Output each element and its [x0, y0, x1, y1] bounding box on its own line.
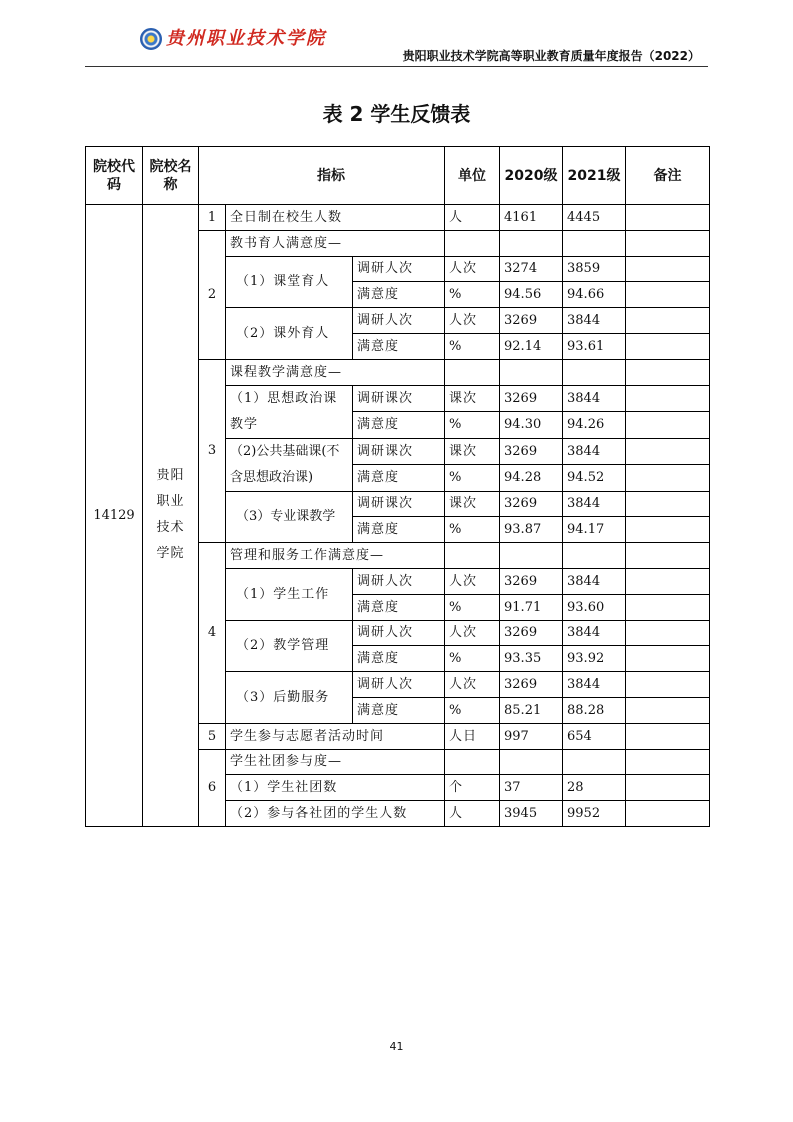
sub-indicator-label: （1）学生社团数	[226, 775, 445, 801]
value-2020: 92.14	[500, 333, 563, 359]
unit-cell: %	[445, 333, 500, 359]
unit-cell: 课次	[445, 438, 500, 465]
remark-cell	[626, 412, 710, 439]
remark-cell	[626, 438, 710, 465]
unit-cell: %	[445, 282, 500, 308]
remark-cell	[626, 697, 710, 723]
table-header-row	[86, 147, 710, 205]
sub-indicator-label: （2）参与各社团的学生人数	[226, 801, 445, 827]
value-2021: 3844	[563, 620, 626, 646]
sub-indicator-label: （3）后勤服务	[226, 672, 353, 724]
measure-label: 调研人次	[353, 256, 445, 282]
unit-cell: 人次	[445, 568, 500, 594]
unit-cell: 个	[445, 775, 500, 801]
value-2020: 3269	[500, 385, 563, 412]
value-2021: 654	[563, 723, 626, 749]
measure-label: 满意度	[353, 412, 445, 439]
value-2020: 3274	[500, 256, 563, 282]
unit-cell: %	[445, 412, 500, 439]
measure-label: 调研课次	[353, 438, 445, 465]
value-2021: 3844	[563, 568, 626, 594]
value-2020: 37	[500, 775, 563, 801]
value-2021: 88.28	[563, 697, 626, 723]
col-header-code: 院校代码	[86, 147, 143, 205]
section-heading: 课程教学满意度—	[226, 359, 445, 385]
col-header-name: 院校名称	[143, 147, 199, 205]
value-2021: 3844	[563, 491, 626, 517]
col-header-indicator: 指标	[199, 147, 445, 205]
value-2020: 94.56	[500, 282, 563, 308]
unit-cell: %	[445, 594, 500, 620]
sub-indicator-label: （2)公共基础课(不含思想政治课)	[226, 438, 353, 491]
school-code-cell: 14129	[86, 205, 143, 827]
measure-label: 调研课次	[353, 491, 445, 517]
sub-indicator-label: （1）思想政治课教学	[226, 385, 353, 438]
indicator-label: 学生参与志愿者活动时间	[226, 723, 445, 749]
unit-cell: 人次	[445, 256, 500, 282]
remark-cell	[626, 333, 710, 359]
school-logo-text: 贵州职业技术学院	[166, 28, 326, 49]
sub-indicator-label: （2）教学管理	[226, 620, 353, 672]
measure-label: 满意度	[353, 465, 445, 492]
remark-cell	[626, 465, 710, 492]
section-heading: 管理和服务工作满意度—	[226, 543, 445, 569]
measure-label: 满意度	[353, 646, 445, 672]
remark-cell	[626, 672, 710, 698]
measure-label: 满意度	[353, 282, 445, 308]
unit-cell: 人	[445, 205, 500, 231]
section-number: 3	[199, 359, 226, 542]
measure-label: 调研人次	[353, 620, 445, 646]
value-2020: 94.30	[500, 412, 563, 439]
unit-cell: 课次	[445, 385, 500, 412]
value-2021: 94.52	[563, 465, 626, 492]
section-number: 6	[199, 749, 226, 826]
value-2021: 93.61	[563, 333, 626, 359]
measure-label: 满意度	[353, 594, 445, 620]
measure-label: 满意度	[353, 333, 445, 359]
page-header	[0, 0, 793, 70]
remark-cell	[626, 801, 710, 827]
sub-indicator-label: （2）课外育人	[226, 308, 353, 360]
section-number: 5	[199, 723, 226, 749]
value-2020: 3269	[500, 491, 563, 517]
value-2021: 94.17	[563, 517, 626, 543]
value-2020: 93.87	[500, 517, 563, 543]
indicator-label: 全日制在校生人数	[226, 205, 445, 231]
school-name-cell: 贵阳职业技术学院	[143, 205, 199, 827]
remark-cell	[626, 723, 710, 749]
measure-label: 调研人次	[353, 672, 445, 698]
unit-cell: %	[445, 465, 500, 492]
remark-cell	[626, 646, 710, 672]
unit-cell: %	[445, 517, 500, 543]
remark-cell	[626, 568, 710, 594]
remark-cell	[626, 775, 710, 801]
value-2020: 3269	[500, 308, 563, 334]
value-2020: 94.28	[500, 465, 563, 492]
value-2021: 93.60	[563, 594, 626, 620]
section-number: 2	[199, 230, 226, 359]
unit-cell: 人次	[445, 672, 500, 698]
col-header-unit: 单位	[445, 147, 500, 205]
page-number: 41	[389, 1040, 404, 1053]
value-2021: 3844	[563, 385, 626, 412]
value-2020: 3269	[500, 568, 563, 594]
unit-cell: 课次	[445, 491, 500, 517]
remark-cell	[626, 517, 710, 543]
unit-cell: %	[445, 697, 500, 723]
value-2021: 94.26	[563, 412, 626, 439]
col-header-remark: 备注	[626, 147, 710, 205]
header-divider	[85, 66, 708, 67]
school-emblem-icon	[140, 28, 162, 50]
measure-label: 调研人次	[353, 308, 445, 334]
unit-cell: 人次	[445, 620, 500, 646]
section-heading: 教书育人满意度—	[226, 230, 445, 256]
value-2021: 3844	[563, 438, 626, 465]
remark-cell	[626, 282, 710, 308]
student-feedback-table	[85, 146, 710, 827]
value-2021: 94.66	[563, 282, 626, 308]
section-heading: 学生社团参与度—	[226, 749, 445, 775]
unit-cell: 人日	[445, 723, 500, 749]
remark-cell	[626, 308, 710, 334]
sub-indicator-label: （1）课堂育人	[226, 256, 353, 308]
value-2021: 3859	[563, 256, 626, 282]
value-2021: 3844	[563, 672, 626, 698]
report-title: 贵阳职业技术学院高等职业教育质量年度报告（2022）	[402, 49, 700, 63]
value-2021: 3844	[563, 308, 626, 334]
value-2020: 4161	[500, 205, 563, 231]
measure-label: 满意度	[353, 517, 445, 543]
unit-cell: 人	[445, 801, 500, 827]
measure-label: 满意度	[353, 697, 445, 723]
section-number: 1	[199, 205, 226, 231]
value-2020: 3269	[500, 438, 563, 465]
value-2020: 3945	[500, 801, 563, 827]
remark-cell	[626, 385, 710, 412]
remark-cell	[626, 594, 710, 620]
value-2020: 3269	[500, 620, 563, 646]
sub-indicator-label: （1）学生工作	[226, 568, 353, 620]
value-2020: 3269	[500, 672, 563, 698]
col-header-2020: 2020级	[500, 147, 563, 205]
remark-cell	[626, 205, 710, 231]
remark-cell	[626, 256, 710, 282]
value-2021: 28	[563, 775, 626, 801]
unit-cell: %	[445, 646, 500, 672]
value-2021: 4445	[563, 205, 626, 231]
table-title: 表 2 学生反馈表	[322, 102, 471, 126]
value-2020: 91.71	[500, 594, 563, 620]
sub-indicator-label: （3）专业课教学	[226, 491, 353, 543]
value-2020: 997	[500, 723, 563, 749]
measure-label: 调研人次	[353, 568, 445, 594]
section-number: 4	[199, 543, 226, 724]
value-2021: 93.92	[563, 646, 626, 672]
col-header-2021: 2021级	[563, 147, 626, 205]
remark-cell	[626, 491, 710, 517]
value-2021: 9952	[563, 801, 626, 827]
table-row	[86, 205, 710, 231]
unit-cell: 人次	[445, 308, 500, 334]
measure-label: 调研课次	[353, 385, 445, 412]
value-2020: 85.21	[500, 697, 563, 723]
remark-cell	[626, 620, 710, 646]
value-2020: 93.35	[500, 646, 563, 672]
